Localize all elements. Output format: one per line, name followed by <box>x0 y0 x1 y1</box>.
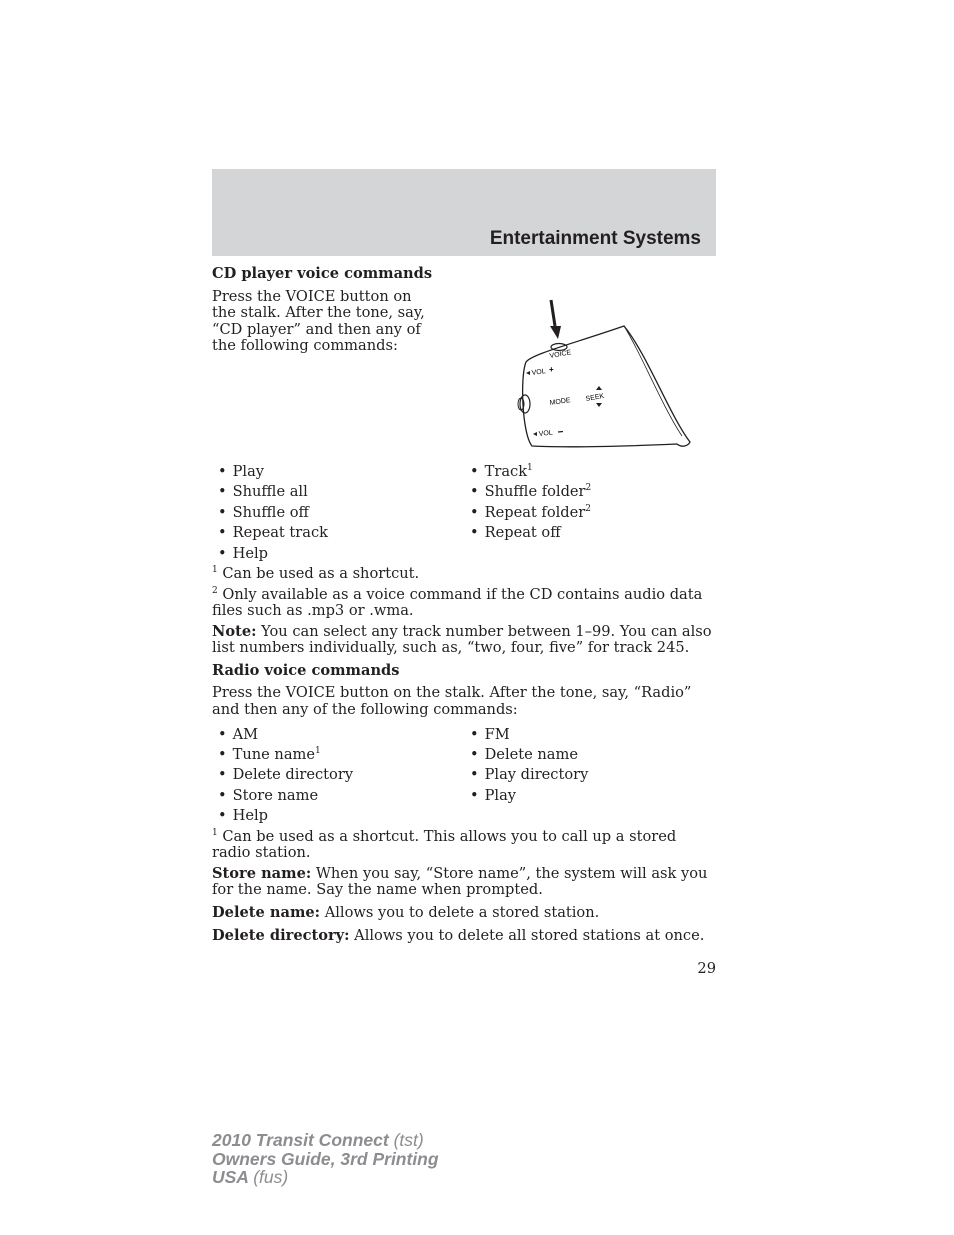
list-item: • Delete directory <box>212 765 464 785</box>
list-item: • Repeat folder$^2$ <box>464 503 716 523</box>
vol-up-label: VOL <box>531 368 547 377</box>
cd-note: Note: You can select any track number between 1–99. You can also list numbers individually, such as, “two, four, five” for track 245. <box>212 622 712 657</box>
list-item: • Track$^1$ <box>464 462 716 482</box>
minus-icon <box>558 432 563 433</box>
list-item: • Play <box>212 462 464 482</box>
steering-stalk-diagram <box>512 296 712 456</box>
list-item: • Tune name$^1$ <box>212 745 464 765</box>
plus-icon: + <box>549 365 554 374</box>
seek-down-arrow-icon <box>596 403 602 407</box>
radio-command-list <box>212 725 716 827</box>
list-item: • Shuffle folder$^2$ <box>464 482 716 502</box>
seek-label: SEEK <box>585 392 605 403</box>
footer-line-1: 2010 Transit Connect (tst) <box>212 1130 424 1150</box>
list-item: • Help <box>212 806 464 826</box>
vol-up-arrow-icon <box>526 371 530 375</box>
pointer-arrow-head <box>550 326 561 339</box>
section-header <box>212 169 716 256</box>
voice-label: VOICE <box>549 349 572 360</box>
radio-intro: Press the VOICE button on the stalk. After the tone, say, “Radio” and then any of the following commands: <box>212 684 692 719</box>
vol-down-label: VOL <box>538 429 554 438</box>
vol-down-arrow-icon <box>533 432 537 436</box>
cd-intro: Press the VOICE button on the stalk. After the tone, say, “CD player” and then any of the following commands: <box>212 287 425 355</box>
cd-footnote-1: $^1$ Can be used as a shortcut. <box>212 564 420 582</box>
cd-footnote-2: $^2$ Only available as a voice command if the CD contains audio data files such as .mp3 or .wma. <box>212 585 703 620</box>
list-item: • Shuffle off <box>212 503 464 523</box>
radio-footnote-1: $^1$ Can be used as a shortcut. This allows you to call up a stored radio station. <box>212 827 677 862</box>
delete-name-description: Delete name: Allows you to delete a stored station. <box>212 904 600 921</box>
list-item: • Play directory <box>464 765 716 785</box>
list-item: • Repeat off <box>464 523 716 543</box>
radio-heading: Radio voice commands <box>212 661 400 679</box>
list-item: • Shuffle all <box>212 482 464 502</box>
stalk-outline <box>523 326 690 447</box>
list-item: • AM <box>212 725 464 745</box>
cd-heading: CD player voice commands <box>212 265 433 282</box>
delete-directory-description: Delete directory: Allows you to delete all stored stations at once. <box>212 926 705 944</box>
list-item: • FM <box>464 725 716 745</box>
page-content <box>212 266 716 950</box>
cd-command-list <box>212 462 716 564</box>
seek-up-arrow-icon <box>596 386 602 390</box>
footer-line-3: USA (fus) <box>212 1167 289 1187</box>
list-item: • Store name <box>212 786 464 806</box>
list-item: • Repeat track <box>212 523 464 543</box>
document-footer <box>212 1131 439 1187</box>
store-name-description: Store name: When you say, “Store name”, the system will ask you for the name. Say the name when prompted. <box>212 864 708 899</box>
list-item: • Play <box>464 786 716 806</box>
mode-label: MODE <box>549 397 572 407</box>
list-item: • Help <box>212 544 464 564</box>
footer-line-2: Owners Guide, 3rd Printing <box>212 1148 439 1169</box>
stalk-edge-line <box>624 326 682 436</box>
page-number: 29 <box>697 960 716 977</box>
pointer-arrow-shaft <box>551 300 555 326</box>
section-title: Entertainment Systems <box>489 228 701 249</box>
list-item: • Delete name <box>464 745 716 765</box>
